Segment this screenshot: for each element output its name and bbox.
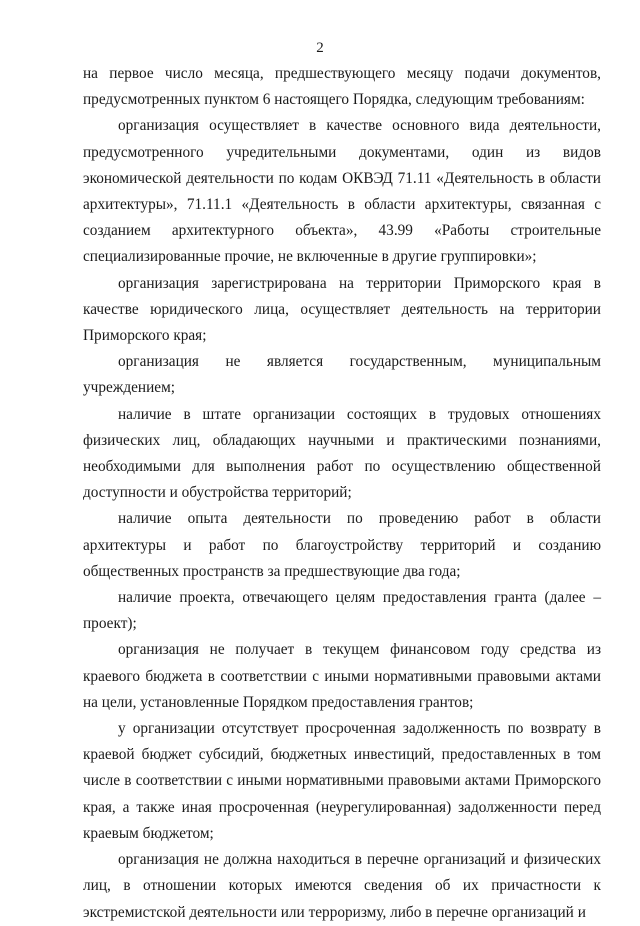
paragraph-requirement-okved: организация осуществляет в качестве основного вида деятельности, предусмотренного учредительными документами, один из видов экономической деятельности по кодам ОКВЭД 71.11 «Деятельность в области архитектуры», 71.11.1 «Деятельность в области архитектуры, связанная с созданием архитектурного объекта», 43.99 «Работы строительные специализированные прочие, не включенные в другие группировки»; bbox=[83, 117, 601, 266]
paragraph-requirement-registration: организация зарегистрирована на территории Приморского края в качестве юридического лица, осуществляет деятельность на территории Приморского края; bbox=[83, 274, 601, 345]
paragraph-requirement-staff: наличие в штате организации состоящих в трудовых отношениях физических лиц, обладающих научными и практическими познаниями, необходимыми для выполнения работ по осуществлению общественной доступности и обустройства территорий; bbox=[83, 405, 601, 502]
paragraph-requirement-experience: наличие опыта деятельности по проведению работ в области архитектуры и работ по благоустройству территорий и созданию общественных пространств за предшествующие два года; bbox=[83, 510, 601, 580]
paragraph-requirement-no-funds: организация не получает в текущем финансовом году средства из краевого бюджета в соответствии с иными нормативными правовыми актами на цели, установленные Порядком предоставления грантов; bbox=[83, 641, 601, 711]
paragraph-requirement-not-listed: организация не должна находиться в перечне организаций и физических лиц, в отношении которых имеются сведения об их причастности к экстремистской деятельности или терроризму, либо в перечне организаций и bbox=[83, 851, 601, 921]
page-number: 2 bbox=[316, 40, 324, 56]
paragraph-requirement-not-state: организация не является государственным, муниципальным учреждением; bbox=[83, 353, 601, 397]
paragraph-intro-continuation: на первое число месяца, предшествующего месяцу подачи документов, предусмотренных пунктом 6 настоящего Порядка, следующим требованиям: bbox=[83, 65, 601, 109]
paragraph-requirement-project: наличие проекта, отвечающего целям предоставления гранта (далее – проект); bbox=[83, 589, 601, 633]
document-body bbox=[83, 61, 601, 926]
paragraph-requirement-no-debt: у организации отсутствует просроченная задолженность по возврату в краевой бюджет субсидий, бюджетных инвестиций, предоставленных в том числе в соответствии с иными нормативными правовыми актами Приморского края, а также иная просроченная (неурегулированная) задолженности перед краевым бюджетом; bbox=[83, 720, 601, 842]
